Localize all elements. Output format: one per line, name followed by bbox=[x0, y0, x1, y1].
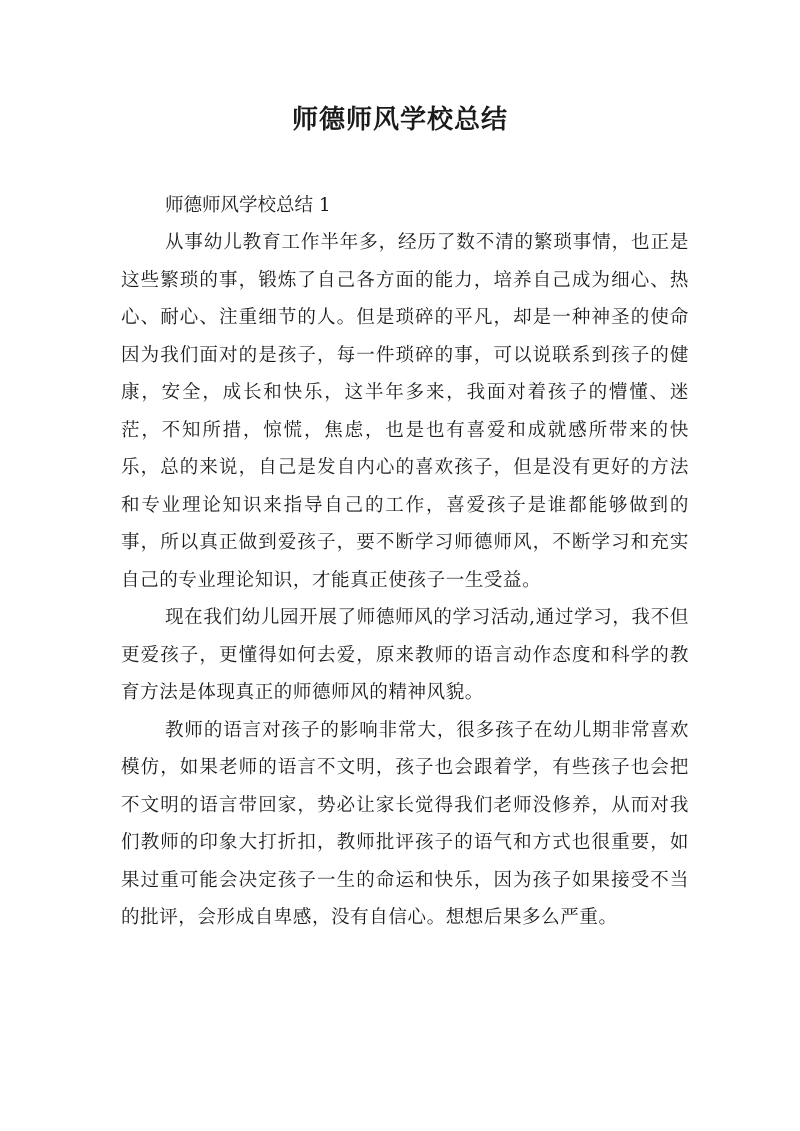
document-body bbox=[121, 187, 689, 937]
section-heading: 师德师风学校总结 1 bbox=[165, 195, 331, 216]
paragraph: 教师的语言对孩子的影响非常大，很多孩子在幼儿期非常喜欢模仿，如果老师的语言不文明，孩子也会跟着学，有些孩子也会把不文明的语言带回家，势必让家长觉得我们老师没修养，从而对我们教师的印象大打折扣，教师批评孩子的语气和方式也很重要，如果过重可能会决定孩子一生的命运和快乐，因为孩子如果接受不当的批评，会形成自卑感，没有自信心。想想后果多么严重。 bbox=[121, 719, 689, 928]
page-title: 师德师风学校总结 bbox=[291, 105, 508, 135]
paragraph: 从事幼儿教育工作半年多，经历了数不清的繁琐事情，也正是这些繁琐的事，锻炼了自己各方面的能力，培养自己成为细心、热心、耐心、注重细节的人。但是琐碎的平凡，却是一种神圣的使命因为我们面对的是孩子，每一件琐碎的事，可以说联系到孩子的健康，安全，成长和快乐，这半年多来，我面对着孩子的懵懂、迷茫，不知所措，惊慌，焦虑，也是也有喜爱和成就感所带来的快乐，总的来说，自己是发自内心的喜欢孩子，但是没有更好的方法和专业理论知识来指导自己的工作，喜爱孩子是谁都能够做到的事，所以真正做到爱孩子，要不断学习师德师风，不断学习和充实自己的专业理论知识，才能真正使孩子一生受益。 bbox=[121, 232, 689, 591]
paragraph: 现在我们幼儿园开展了师德师风的学习活动,通过学习，我不但更爱孩子，更懂得如何去爱，原来教师的语言动作态度和科学的教育方法是体现真正的师德师风的精神风貌。 bbox=[121, 607, 689, 703]
